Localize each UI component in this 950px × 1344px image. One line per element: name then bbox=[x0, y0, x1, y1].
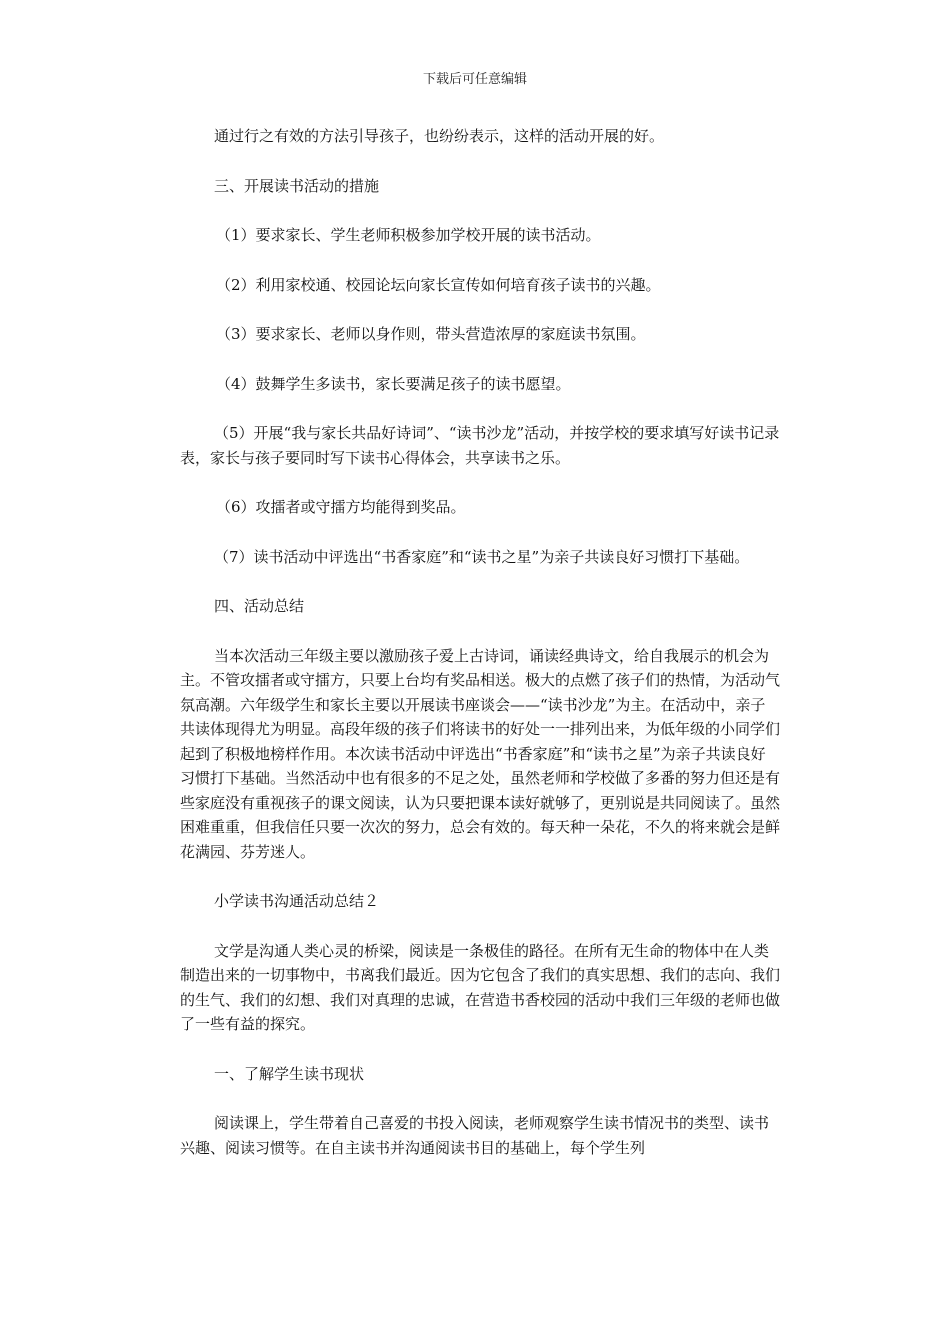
paragraph: 文学是沟通人类心灵的桥梁，阅读是一条极佳的路径。在所有无生命的物体中在人类制造出来的一切事物中，书离我们最近。因为它包含了我们的真实思想、我们的志向、我们的生气、我们的幻想、我们对真理的忠诚，在营造书香校园的活动中我们三年级的老师也做了一些有益的探究。 bbox=[180, 941, 781, 1033]
list-item: （4）鼓舞学生多读书，家长要满足孩子的读书愿望。 bbox=[216, 374, 571, 393]
paragraph: 当本次活动三年级主要以激励孩子爱上古诗词，诵读经典诗文，给自我展示的机会为主。不管攻擂者或守擂方，只要上台均有奖品相送。极大的点燃了孩子们的热情，为活动气氛高潮。六年级学生和家长主要以开展读书座谈会——“读书沙龙”为主。在活动中，亲子共读体现得尤为明显。高段年级的孩子们将读书的好处一一排列出来，为低年级的小同学们起到了积极地榜样作用。本次读书活动中评选出“书香家庭”和“读书之星”为亲子共读良好习惯打下基础。当然活动中也有很多的不足之处，虽然老师和学校做了多番的努力但还是有些家庭没有重视孩子的课文阅读，认为只要把课本读好就够了，更别说是共同阅读了。虽然困难重重，但我信任只要一次次的努力，总会有效的。每天种一朵花，不久的将来就会是鲜花满园、芬芳迷人。 bbox=[180, 646, 781, 861]
section-heading: 四、活动总结 bbox=[214, 597, 305, 615]
section-heading: 一、了解学生读书现状 bbox=[214, 1064, 365, 1083]
list-item: （7）读书活动中评选出“书香家庭”和“读书之星”为亲子共读良好习惯打下基础。 bbox=[214, 547, 750, 566]
section-heading: 三、开展读书活动的措施 bbox=[214, 176, 380, 195]
paragraph: 通过行之有效的方法引导孩子，也纷纷表示，这样的活动开展的好。 bbox=[214, 127, 665, 145]
page-header: 下载后可任意编辑 bbox=[422, 72, 527, 87]
list-item: （1）要求家长、学生老师积极参加学校开展的读书活动。 bbox=[216, 226, 601, 244]
list-item: （6）攻擂者或守擂方均能得到奖品。 bbox=[216, 498, 466, 516]
list-item: （2）利用家校通、校园论坛向家长宣传如何培育孩子读书的兴趣。 bbox=[216, 275, 661, 294]
document-body bbox=[180, 124, 780, 1185]
document-subtitle: 小学读书沟通活动总结２ bbox=[214, 892, 380, 910]
paragraph: 阅读课上，学生带着自己喜爱的书投入阅读，老师观察学生读书情况书的类型、读书兴趣、阅读习惯等。在自主读书并沟通阅读书目的基础上，每个学生列 bbox=[180, 1114, 770, 1157]
list-item: （3）要求家长、老师以身作则，带头营造浓厚的家庭读书氛围。 bbox=[216, 325, 646, 343]
list-item: （5）开展“我与家长共品好诗词”、“读书沙龙”活动，并按学校的要求填写好读书记录表，家长与孩子要同时写下读书心得体会，共享读书之乐。 bbox=[180, 424, 780, 467]
